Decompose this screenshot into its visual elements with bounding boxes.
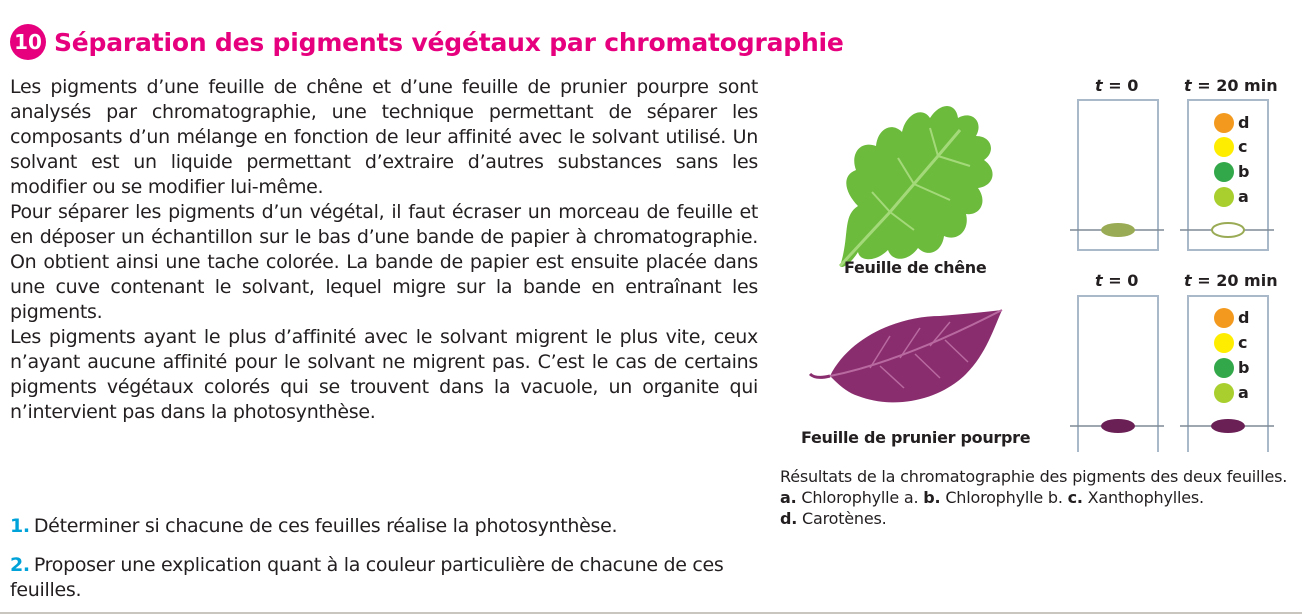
paragraph-3: Les pigments ayant le plus d’affinité avec le solvant migrent le plus vite, ceux n’ayant aucune affinité pour le solvant ne migrent pas. C’est le cas de certains pigments végétaux colorés qui se trouvent dans la vacuole, un organite qui n’intervient pas dans la photosynthèse. xyxy=(10,326,758,423)
oak-leaf-illustration xyxy=(840,106,993,267)
oak-spot-t0 xyxy=(1101,223,1135,237)
plum-label-b: b xyxy=(1238,358,1250,377)
question-1 xyxy=(10,514,760,539)
oak-label-d: d xyxy=(1238,113,1250,132)
plum-pigment-b xyxy=(1214,358,1234,378)
oak-pigment-b xyxy=(1214,162,1234,182)
bottom-divider xyxy=(0,612,1302,614)
page-title: Séparation des pigments végétaux par chromatographie xyxy=(54,27,844,57)
figure-bottom-mask xyxy=(780,452,1302,456)
caption-legend-line-2: d. Carotènes. xyxy=(780,509,887,528)
caption-title: Résultats de la chromatographie des pigments des deux feuilles. xyxy=(780,467,1288,486)
plum-label-d: d xyxy=(1238,308,1250,327)
plum-spot-t0 xyxy=(1101,419,1135,433)
plum-spot-t20 xyxy=(1211,419,1245,433)
paragraph-1: Les pigments d’une feuille de chêne et d’une feuille de prunier pourpre sont analysés par chromatographie, une technique permettant de séparer les composants d’un mélange en fonction de leur affinité avec le solvant utilisé. Un solvant est un liquide permettant d’extraire d’autres substances sans les modifier ou se modifier lui-même. xyxy=(10,76,758,198)
exercise-title xyxy=(10,24,844,60)
exercise-number-badge: 10 xyxy=(10,24,46,60)
oak-label-b: b xyxy=(1238,162,1250,181)
caption-legend-line-1: a. Chlorophylle a. b. Chlorophylle b. c. Xanthophylles. xyxy=(780,488,1204,507)
plum-pigment-c xyxy=(1214,333,1234,353)
plum-leaf-illustration xyxy=(810,310,1002,402)
question-1-number: 1. xyxy=(10,515,30,537)
time-label-bottom-t0: t = 0 xyxy=(1095,271,1139,290)
exercise-text xyxy=(10,75,758,425)
plum-leaf-stem xyxy=(810,374,830,377)
plum-leaf-label: Feuille de prunier pourpre xyxy=(801,428,1031,447)
question-1-text: Déterminer si chacune de ces feuilles réalise la photosynthèse. xyxy=(33,515,618,537)
plum-pigment-d xyxy=(1214,308,1234,328)
oak-spot-t20-empty xyxy=(1212,223,1244,237)
time-label-bottom-t20: t = 20 min xyxy=(1184,271,1278,290)
oak-pigment-c xyxy=(1214,137,1234,157)
question-2-text: Proposer une explication quant à la couleur particulière de chacune de ces feuilles. xyxy=(10,554,724,601)
plum-label-a: a xyxy=(1238,383,1249,402)
chromatography-figure xyxy=(780,66,1302,456)
oak-pigment-a xyxy=(1214,187,1234,207)
oak-pigment-d xyxy=(1214,113,1234,133)
paragraph-2: Pour séparer les pigments d’un végétal, il faut écraser un morceau de feuille et en déposer un échantillon sur le bas d’une bande de papier à chromatographie. On obtient ainsi une tache colorée. La bande de papier est ensuite placée dans une cuve contenant le solvant, lequel migre sur la bande en entraînant les pigments. xyxy=(10,201,758,323)
time-label-top-t0: t = 0 xyxy=(1095,76,1139,95)
oak-label-c: c xyxy=(1238,137,1248,156)
time-label-top-t20: t = 20 min xyxy=(1184,76,1278,95)
figure-caption xyxy=(780,466,1302,529)
question-2-number: 2. xyxy=(10,554,30,576)
plum-label-c: c xyxy=(1238,333,1248,352)
oak-leaf-label: Feuille de chêne xyxy=(844,258,987,277)
plum-pigment-a xyxy=(1214,383,1234,403)
question-2 xyxy=(10,553,760,603)
oak-label-a: a xyxy=(1238,187,1249,206)
